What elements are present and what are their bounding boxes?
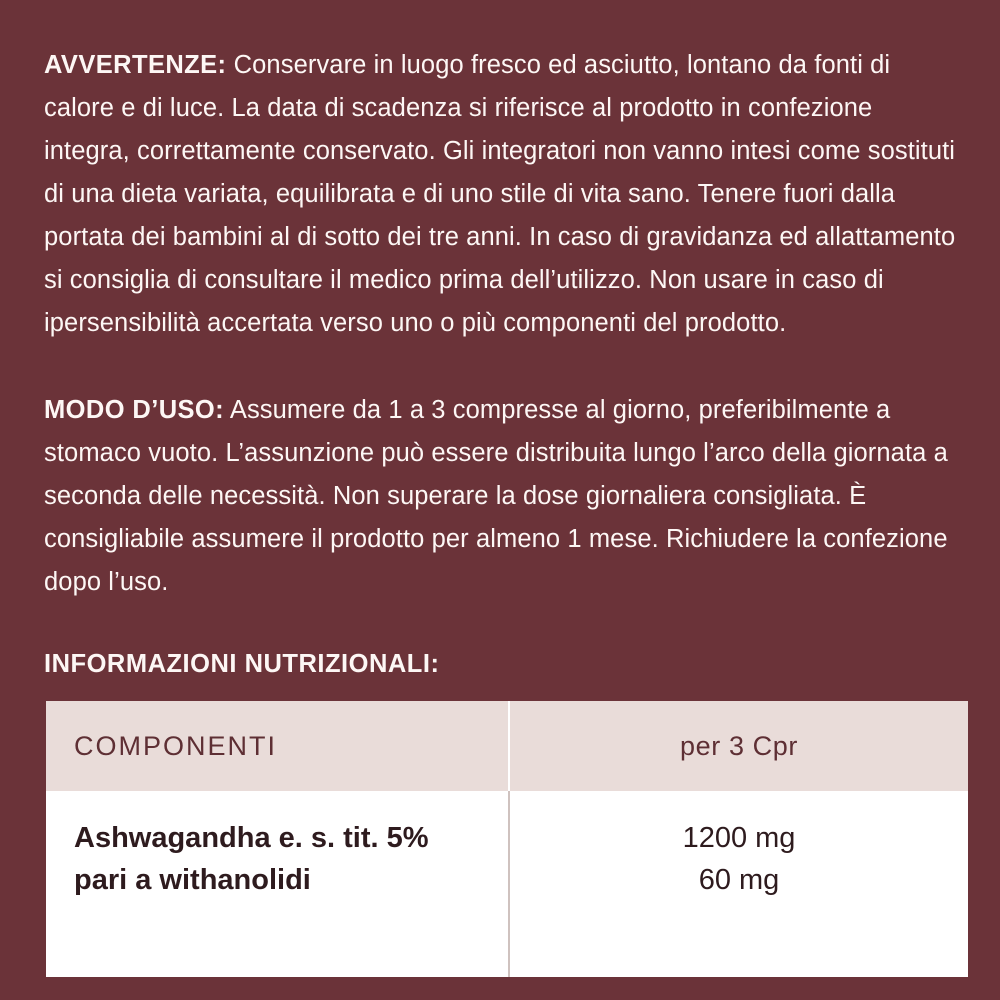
- table-header-components: COMPONENTI: [46, 701, 509, 791]
- component-name-line2: pari a withanolidi: [74, 864, 311, 896]
- table-header-per-dose: per 3 Cpr: [509, 701, 968, 791]
- table-header-row: [46, 701, 968, 791]
- nutrition-table: [46, 701, 968, 977]
- title-spacer: [44, 604, 960, 650]
- nutrition-title: INFORMAZIONI NUTRIZIONALI:: [44, 650, 440, 678]
- usage-label: MODO D’USO:: [44, 396, 225, 424]
- warnings-text: Conservare in luogo fresco ed asciutto, lontano da fonti di calore e di luce. La data di scadenza si riferisce al prodotto in confezione integra, correttamente conservato. Gli integratori non vanno intesi come sostituti di una dieta variata, equilibrata e di uno stile di vita sano. Tenere fuori dalla portata dei bambini al di sotto dei tre anni. In caso di gravidanza ed allattamento si consiglia di consultare il medico prima dell’utilizzo. Non usare in caso di ipersensibilità accertata verso uno o più componenti del prodotto.: [44, 51, 956, 337]
- amount-line2: 60 mg: [698, 864, 780, 896]
- section-spacer: [44, 345, 960, 389]
- component-name-line1: Ashwagandha e. s. tit. 5%: [74, 822, 429, 854]
- warnings-label: AVVERTENZE:: [44, 51, 227, 79]
- table-cell-component: [46, 791, 509, 977]
- table-cell-amount: [509, 791, 968, 977]
- usage-text: Assumere da 1 a 3 compresse al giorno, preferibilmente a stomaco vuoto. L’assunzione può essere distribuita lungo l’arco della giornata a seconda delle necessità. Non superare la dose giornaliera consigliata. È consigliabile assumere il prodotto per almeno 1 mese. Richiudere la confezione dopo l’uso.: [44, 396, 948, 596]
- warnings-paragraph: [44, 44, 960, 345]
- amount-line1: 1200 mg: [682, 822, 796, 854]
- table-row: [46, 791, 968, 977]
- usage-paragraph: [44, 389, 960, 604]
